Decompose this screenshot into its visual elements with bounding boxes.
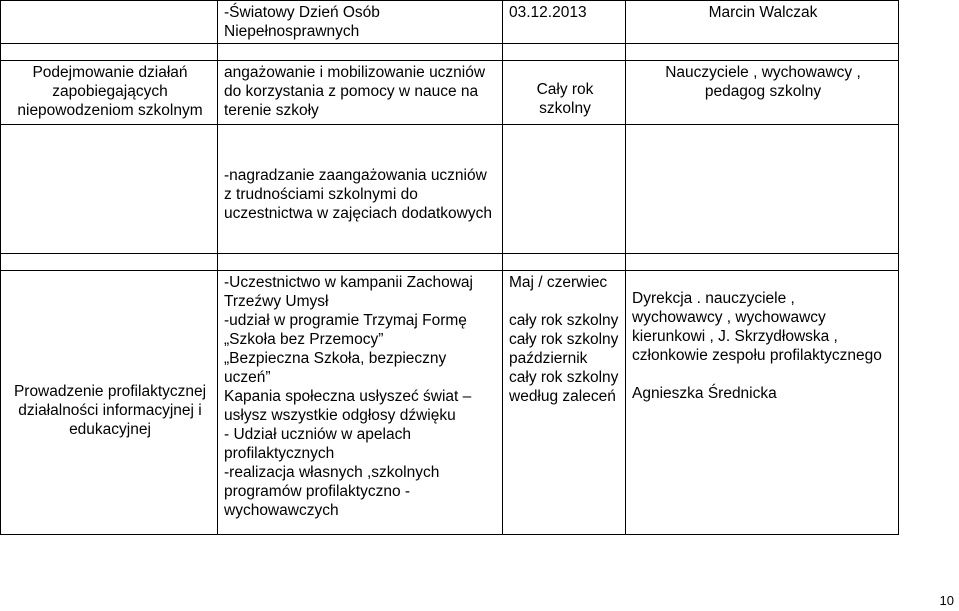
table-row (1, 254, 899, 271)
table-row (1, 271, 899, 535)
activity-cell: -nagradzanie zaangażowania uczniów z trudnościami szkolnymi do uczestnictwa w zajęciach dodatkowych (218, 125, 503, 254)
person-cell (626, 125, 899, 254)
date-cell (503, 125, 626, 254)
date-cell: Maj / czerwiec cały rok szkolny cały rok szkolny październik cały rok szkolny według zaleceń (503, 271, 626, 535)
area-cell: Prowadzenie profilaktycznej działalności informacyjnej i edukacyjnej (1, 271, 218, 535)
date-cell: Cały rok szkolny (503, 61, 626, 125)
person-cell: Dyrekcja . nauczyciele , wychowawcy , wychowawcy kierunkowi , J. Skrzydłowska , członkowie zespołu profilaktycznego Agnieszka Średnicka (626, 271, 899, 535)
page-number: 10 (939, 593, 954, 608)
table-row (1, 125, 899, 254)
area-cell (1, 125, 218, 254)
area-cell (1, 1, 218, 44)
table-row (1, 44, 899, 61)
activity-cell: -Uczestnictwo w kampanii Zachowaj Trzeźwy Umysł -udział w programie Trzymaj Formę „Szkoła bez Przemocy” „Bezpieczna Szkoła, bezpieczny uczeń” Kapania społeczna usłyszeć świat – usłysz wszystkie odgłosy dźwięku - Udział uczniów w apelach profilaktycznych -realizacja własnych ,szkolnych programów profilaktyczno - wychowawczych (218, 271, 503, 535)
person-cell: Marcin Walczak (626, 1, 899, 44)
activity-cell: -Światowy Dzień Osób Niepełnosprawnych (218, 1, 503, 44)
person-cell: Nauczyciele , wychowawcy , pedagog szkolny (626, 61, 899, 125)
date-cell: 03.12.2013 (503, 1, 626, 44)
table-row (1, 1, 899, 44)
area-cell: Podejmowanie działań zapobiegających niepowodzeniom szkolnym (1, 61, 218, 125)
table-row (1, 61, 899, 125)
activity-cell: angażowanie i mobilizowanie uczniów do korzystania z pomocy w nauce na terenie szkoły (218, 61, 503, 125)
